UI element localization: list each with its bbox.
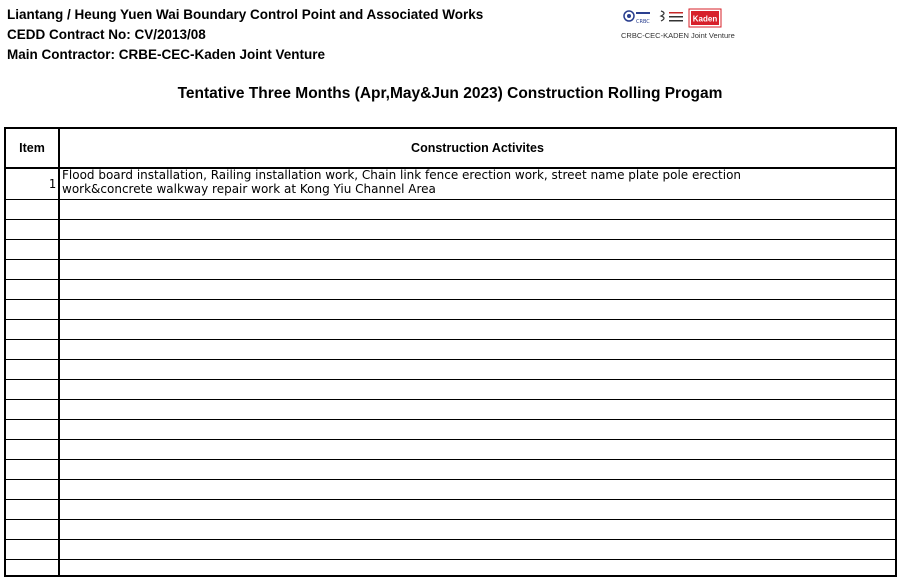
- program-title: Tentative Three Months (Apr,May&Jun 2023) Construction Rolling Progam: [177, 85, 723, 102]
- table-row-line: [6, 219, 895, 220]
- table-row-line: [6, 479, 895, 480]
- column-header-activities: Construction Activites: [411, 141, 544, 155]
- table-row-line: [6, 419, 895, 420]
- table-row-line: [6, 439, 895, 440]
- table-row-line: [6, 339, 895, 340]
- table-row-line: [6, 539, 895, 540]
- table-row-line: [6, 259, 895, 260]
- crbc-logo-text: CRBC: [636, 19, 650, 25]
- table-row-line: [6, 279, 895, 280]
- row-1-item-number: 1: [48, 177, 56, 191]
- table-row-line: [6, 359, 895, 360]
- table-row-line: [6, 379, 895, 380]
- document-header: [7, 5, 483, 65]
- construction-program-table: [4, 127, 897, 577]
- row-1-activity: Flood board installation, Railing installation work, Chain link fence erection work, street name plate pole erection work&concrete walkway repair work at Kong Yiu Channel Area: [62, 168, 742, 196]
- project-title: Liantang / Heung Yuen Wai Boundary Control Point and Associated Works: [7, 7, 484, 22]
- table-row-line: [6, 399, 895, 400]
- table-row-line: [6, 199, 895, 200]
- table-row-line: [6, 559, 895, 560]
- column-divider: [58, 129, 60, 575]
- column-header-item: Item: [19, 141, 45, 155]
- table-row-line: [6, 299, 895, 300]
- table-row-line: [6, 499, 895, 500]
- logo-caption: CRBC-CEC-KADEN Joint Venture: [621, 31, 735, 40]
- kaden-logo-text: Kaden: [692, 14, 718, 24]
- main-contractor: Main Contractor: CRBE-CEC-Kaden Joint Venture: [7, 47, 326, 62]
- contract-number: CEDD Contract No: CV/2013/08: [7, 27, 206, 42]
- table-row-line: [6, 319, 895, 320]
- table-row-line: [6, 459, 895, 460]
- table-row-line: [6, 519, 895, 520]
- table-row-line: [6, 239, 895, 240]
